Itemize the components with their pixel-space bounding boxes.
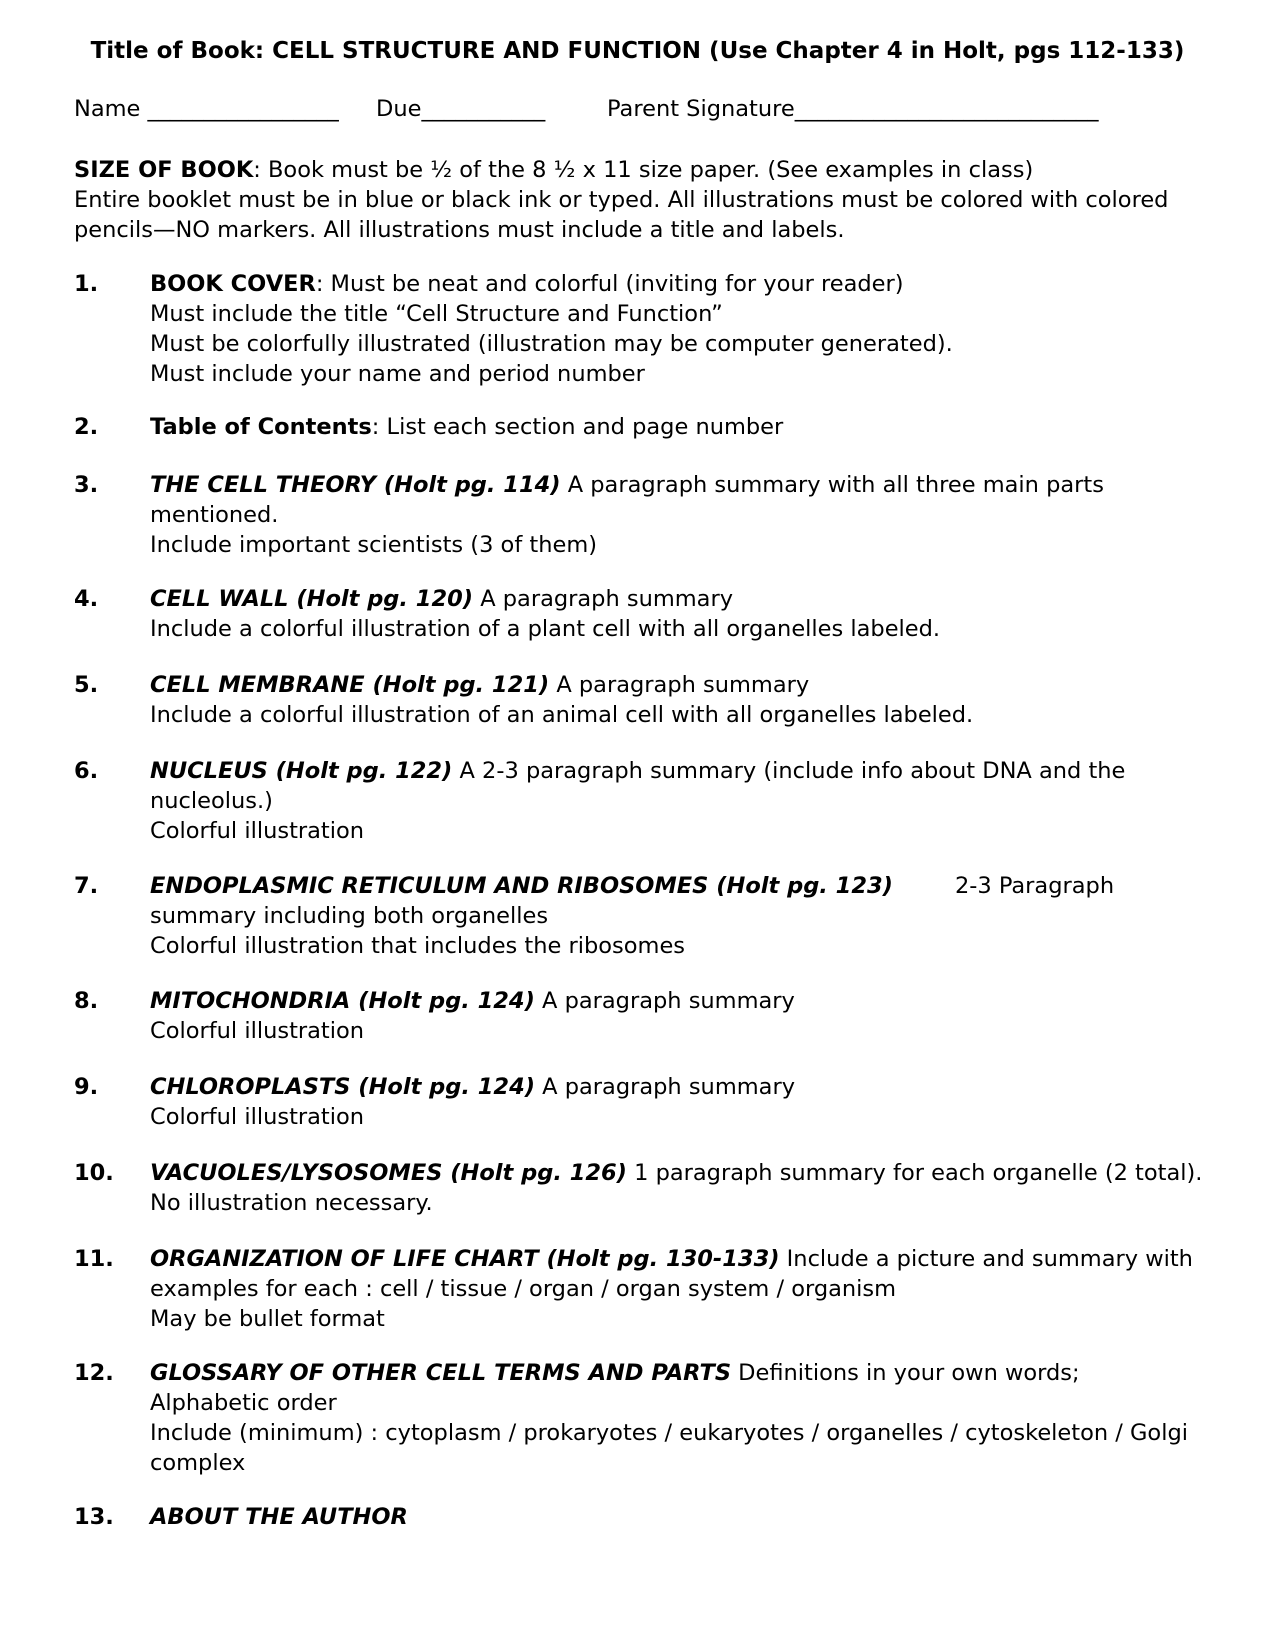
item-body xyxy=(150,1158,1210,1218)
item-heading: NUCLEUS (Holt pg. 122) xyxy=(150,758,453,784)
item-body xyxy=(150,1244,1210,1334)
item-heading: ORGANIZATION OF LIFE CHART (Holt pg. 130-133) xyxy=(150,1246,780,1272)
item-lead-text: : List each section and page number xyxy=(371,414,784,440)
item-body xyxy=(150,269,1210,389)
item-heading: ABOUT THE AUTHOR xyxy=(150,1504,408,1530)
item-number: 2. xyxy=(74,414,99,440)
item-number: 12. xyxy=(74,1360,114,1386)
item-detail-line: Include important scientists (3 of them) xyxy=(150,532,598,558)
parent-signature-blank: ___________________________ xyxy=(794,96,1099,122)
item-number: 3. xyxy=(74,472,99,498)
item-detail-line: nucleolus.) xyxy=(150,788,273,814)
item-body xyxy=(150,1072,1210,1132)
item-body xyxy=(150,584,1210,644)
item-number: 6. xyxy=(74,758,99,784)
item-number: 9. xyxy=(74,1074,99,1100)
item-lead-text: : Must be neat and colorful (inviting for your reader) xyxy=(315,271,904,297)
item-body xyxy=(150,871,1210,961)
item-heading: BOOK COVER xyxy=(150,271,316,297)
item-heading: THE CELL THEORY (Holt pg. 114) xyxy=(150,472,561,498)
item-lead-text: Definitions in your own words; xyxy=(731,1360,1080,1386)
item-detail-line: Include a colorful illustration of an animal cell with all organelles labeled. xyxy=(150,702,974,728)
item-number: 13. xyxy=(74,1504,114,1530)
item-detail-line: Colorful illustration xyxy=(150,1104,365,1130)
item-heading: VACUOLES/LYSOSOMES (Holt pg. 126) xyxy=(150,1160,627,1186)
item-heading: MITOCHONDRIA (Holt pg. 124) xyxy=(150,988,535,1014)
item-lead-text: 2-3 Paragraph xyxy=(954,873,1115,899)
item-body xyxy=(150,470,1210,560)
item-detail-line: Must include your name and period number xyxy=(150,361,645,387)
item-heading: ENDOPLASMIC RETICULUM AND RIBOSOMES (Holt pg. 123) xyxy=(150,873,893,899)
item-body xyxy=(150,986,1210,1046)
item-number: 4. xyxy=(74,586,99,612)
item-detail-line: May be bullet format xyxy=(150,1306,385,1332)
item-number: 5. xyxy=(74,672,99,698)
due-label: Due xyxy=(376,96,422,122)
item-lead-text: A 2-3 paragraph summary (include info about DNA and the xyxy=(452,758,1126,784)
item-body xyxy=(150,670,1210,730)
item-number: 1. xyxy=(74,271,99,297)
size-of-book-section xyxy=(74,155,1204,245)
parent-signature-label: Parent Signature xyxy=(607,96,795,122)
item-lead-text: Include a picture and summary with xyxy=(779,1246,1193,1272)
item-detail-line: Must be colorfully illustrated (illustration may be computer generated). xyxy=(150,331,953,357)
item-body xyxy=(150,1358,1210,1478)
item-lead-text: A paragraph summary xyxy=(549,672,810,698)
item-heading: CELL MEMBRANE (Holt pg. 121) xyxy=(150,672,550,698)
item-detail-line: mentioned. xyxy=(150,502,279,528)
item-number: 10. xyxy=(74,1160,114,1186)
due-field xyxy=(376,96,545,122)
size-heading: SIZE OF BOOK xyxy=(74,157,254,183)
name-label: Name xyxy=(74,96,141,122)
item-lead-text: A paragraph summary xyxy=(534,988,795,1014)
item-lead-text: 1 paragraph summary for each organelle (2 total). xyxy=(626,1160,1203,1186)
item-body xyxy=(150,1502,1210,1532)
size-line-1: : Book must be ½ of the 8 ½ x 11 size paper. (See examples in class) xyxy=(253,157,1034,183)
item-lead-text: A paragraph summary xyxy=(535,1074,796,1100)
item-heading: CELL WALL (Holt pg. 120) xyxy=(150,586,474,612)
item-detail-line: Colorful illustration xyxy=(150,818,365,844)
item-detail-line: Include a colorful illustration of a plant cell with all organelles labeled. xyxy=(150,616,941,642)
page-title: Title of Book: CELL STRUCTURE AND FUNCTION (Use Chapter 4 in Holt, pgs 112-133) xyxy=(90,38,1185,64)
item-lead-text: A paragraph summary with all three main parts xyxy=(560,472,1104,498)
item-lead-text: A paragraph summary xyxy=(473,586,734,612)
parent-signature-field xyxy=(607,96,1098,122)
name-blank: _________________ xyxy=(147,96,339,122)
item-heading: CHLOROPLASTS (Holt pg. 124) xyxy=(150,1074,536,1100)
item-detail-line: summary including both organelles xyxy=(150,903,549,929)
item-heading: Table of Contents xyxy=(150,414,372,440)
item-detail-line: Alphabetic order xyxy=(150,1390,337,1416)
item-detail-line: Must include the title “Cell Structure and Function” xyxy=(150,301,723,327)
item-heading: GLOSSARY OF OTHER CELL TERMS AND PARTS xyxy=(150,1360,732,1386)
due-blank: ___________ xyxy=(421,96,546,122)
item-body xyxy=(150,756,1210,846)
item-detail-line: Include (minimum) : cytoplasm / prokaryotes / eukaryotes / organelles / cytoskeleton / Golgi xyxy=(150,1420,1188,1446)
item-detail-line: Colorful illustration that includes the ribosomes xyxy=(150,933,686,959)
item-detail-line: examples for each : cell / tissue / organ / organ system / organism xyxy=(150,1276,897,1302)
name-field xyxy=(74,96,339,122)
item-detail-line: complex xyxy=(150,1450,246,1476)
item-detail-line: Colorful illustration xyxy=(150,1018,365,1044)
item-body xyxy=(150,412,1210,442)
item-number: 7. xyxy=(74,873,99,899)
size-line-3: pencils—NO markers. All illustrations must include a title and labels. xyxy=(74,217,845,243)
size-line-2: Entire booklet must be in blue or black ink or typed. All illustrations must be colored with colored xyxy=(74,187,1169,213)
item-number: 11. xyxy=(74,1246,114,1272)
item-detail-line: No illustration necessary. xyxy=(150,1190,433,1216)
item-number: 8. xyxy=(74,988,99,1014)
